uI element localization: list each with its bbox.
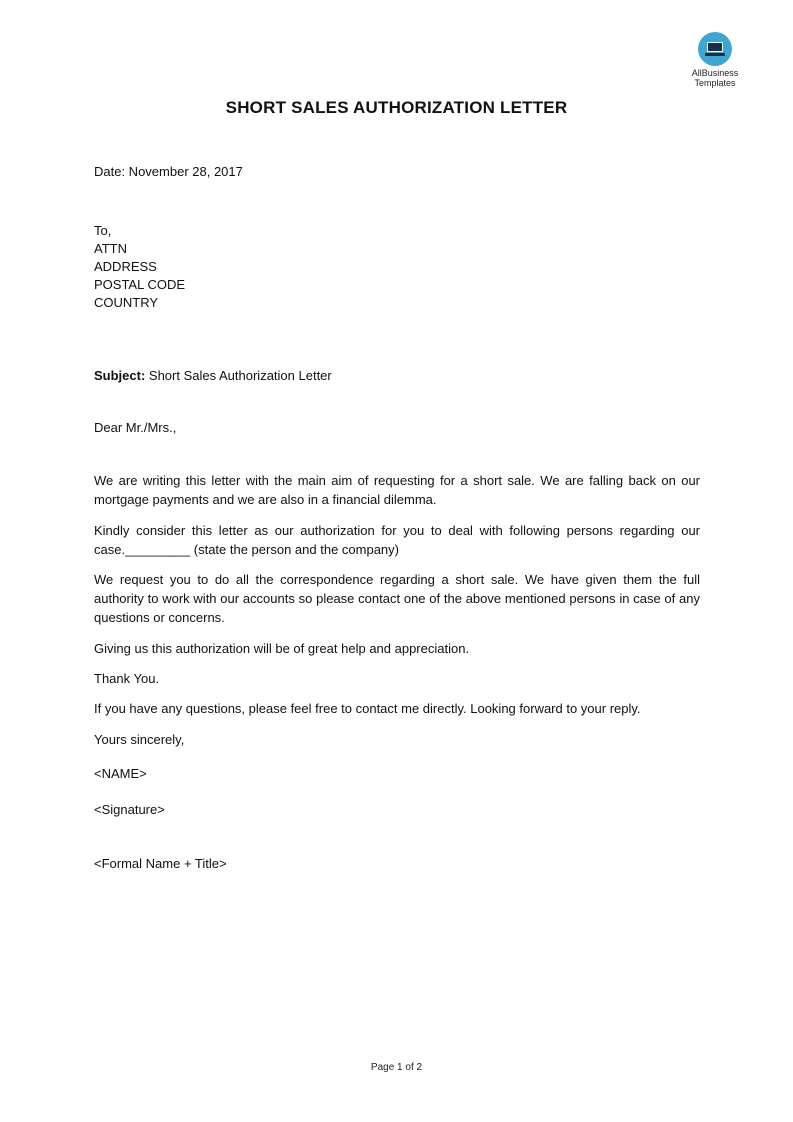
paragraph-1 [94,471,700,509]
paragraph-2 [94,521,700,559]
sign-off [94,730,700,749]
paragraph-text: Thank You. [94,671,160,686]
subject-line [94,366,700,385]
laptop-icon [698,32,732,66]
recipient-address [94,222,700,312]
paragraph-6 [94,699,700,718]
signature-text: <Signature> [94,802,165,817]
paragraph-text: Kindly consider this letter as our authorization for you to deal with following persons regarding our case._________ (state the person and the company) [94,523,700,557]
paragraph-text: We are writing this letter with the main aim of requesting for a short sale. We are falling back on our mortgage payments and we are also in a financial dilemma. [94,473,700,507]
paragraph-5 [94,669,700,688]
paragraph-text: Giving us this authorization will be of great help and appreciation. [94,641,470,656]
logo-text: AllBusiness Templates [691,68,739,88]
page-number: Page 1 of 2 [370,1062,423,1073]
recipient-country: COUNTRY [94,295,159,310]
company-logo [680,32,750,88]
formal-name-text: <Formal Name + Title> [94,856,227,871]
subject-label: Subject: [94,368,146,383]
name-placeholder [94,764,700,783]
signature-placeholder [94,800,700,819]
formal-name-placeholder [94,854,700,873]
recipient-attn: ATTN [94,241,127,256]
paragraph-4 [94,639,700,658]
date-text: Date: November 28, 2017 [94,164,243,179]
salutation [94,418,700,437]
recipient-postal-code: POSTAL CODE [94,277,186,292]
date-line [94,162,700,181]
recipient-to: To, [94,223,112,238]
recipient-address-line: ADDRESS [94,259,157,274]
subject-text: Short Sales Authorization Letter [145,368,332,383]
salutation-text: Dear Mr./Mrs., [94,420,177,435]
sign-off-text: Yours sincerely, [94,732,185,747]
paragraph-text: We request you to do all the correspondence regarding a short sale. We have given them the full authority to work with our accounts so please contact one of the above mentioned persons in case of any questions or concerns. [94,572,700,625]
name-text: <NAME> [94,766,147,781]
paragraph-text: If you have any questions, please feel free to contact me directly. Looking forward to your reply. [94,701,641,716]
paragraph-3 [94,570,700,627]
document-title: SHORT SALES AUTHORIZATION LETTER [225,98,568,117]
